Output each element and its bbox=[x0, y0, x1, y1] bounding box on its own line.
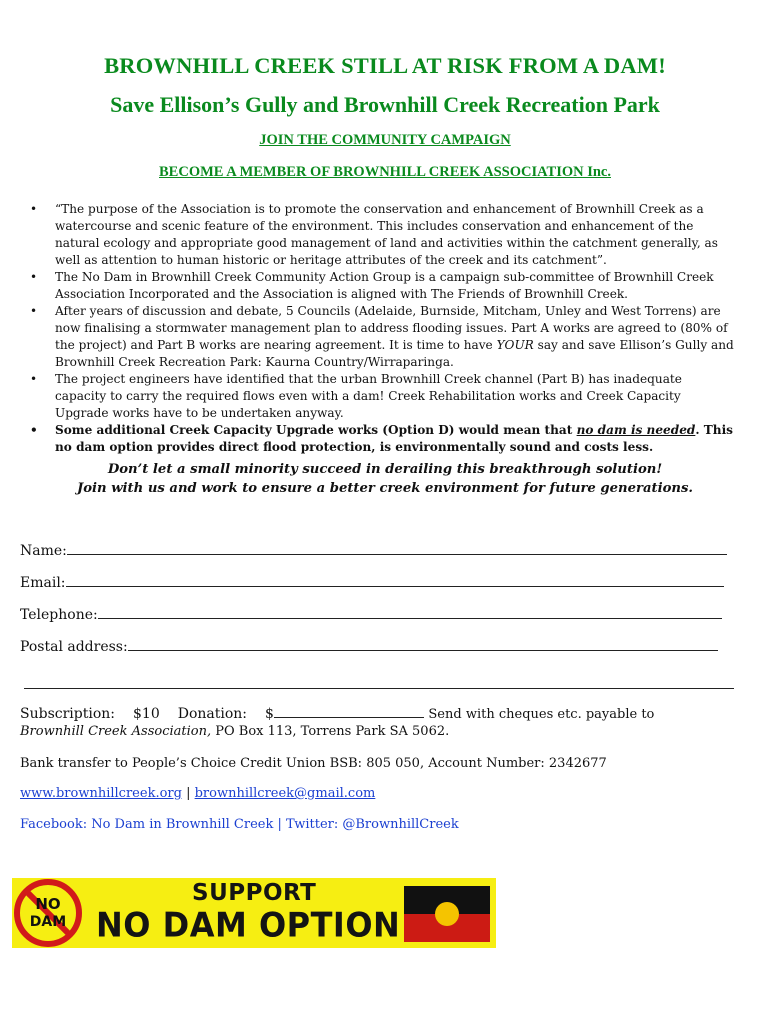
postal-address-label: Postal address: bbox=[20, 639, 128, 655]
slogan-line-1: Don’t let a small minority succeed in derailing this breakthrough solution! bbox=[107, 462, 663, 477]
bullet-item-councils bbox=[30, 303, 734, 371]
bullet-emphasis: YOUR bbox=[496, 338, 534, 352]
info-bullet-list bbox=[30, 201, 734, 456]
email-field[interactable] bbox=[20, 572, 724, 591]
name-field[interactable] bbox=[20, 540, 727, 559]
badge-text-dam: DAM bbox=[29, 914, 67, 930]
website-link[interactable]: www.brownhillcreek.org bbox=[20, 786, 182, 801]
postal-payee bbox=[20, 724, 449, 739]
badge-text-no: NO bbox=[35, 895, 61, 913]
bullet-text: . This no dam option provides direct flood protection, is environmentally sound and costs less. bbox=[55, 423, 733, 454]
postal-address-extra-line[interactable] bbox=[24, 674, 734, 689]
email-input-line[interactable] bbox=[66, 572, 724, 587]
bullet-icon: • bbox=[30, 372, 38, 386]
name-label: Name: bbox=[20, 543, 67, 559]
payee-name: Brownhill Creek Association, bbox=[20, 724, 212, 739]
bullet-text: The No Dam in Brownhill Creek Community Action Group is a campaign sub-committee of Brownhill Creek Association Incorporated and the Association is aligned with The Friends of Brownhill Creek. bbox=[55, 270, 714, 301]
telephone-input-line[interactable] bbox=[98, 604, 722, 619]
bullet-item-engineers bbox=[30, 371, 734, 422]
send-text: Send with cheques etc. payable to bbox=[428, 707, 655, 722]
bullet-icon: • bbox=[30, 423, 38, 437]
email-label: Email: bbox=[20, 575, 66, 591]
bullet-text: After years of discussion and debate, 5 Councils (Adelaide, Burnside, Mitcham, Unley and West Torrens) are now finalising a stormwater management plan to address flooding issues. Part A works are agreed to (80% of the project) and Part B works are nearing agreement. It is time to have bbox=[55, 304, 728, 352]
bullet-icon: • bbox=[30, 270, 38, 284]
page-title: BROWNHILL CREEK STILL AT RISK FROM A DAM! bbox=[104, 53, 666, 78]
support-banner bbox=[12, 878, 496, 948]
bullet-item-purpose bbox=[30, 201, 734, 269]
contact-links bbox=[20, 786, 375, 801]
banner-option-text: NO DAM OPTION bbox=[96, 905, 401, 945]
aboriginal-flag-icon bbox=[404, 886, 490, 942]
subscription-label: Subscription: bbox=[20, 706, 115, 722]
bullet-text: Some additional Creek Capacity Upgrade works (Option D) would mean that bbox=[55, 423, 577, 437]
bullet-icon: • bbox=[30, 304, 38, 318]
link-separator: | bbox=[181, 786, 195, 801]
bullet-item-option-d bbox=[30, 422, 734, 456]
donation-input-line[interactable] bbox=[274, 704, 424, 718]
bullet-text: “The purpose of the Association is to promote the conservation and enhancement of Brownhill Creek as a watercourse and scenic feature of the environment. This includes conservation and enhancement of the natural ecology and appropriate good management of land and activities within the catchment generally, as well as attention to human historic or heritage attributes of the creek and its catchment”. bbox=[55, 202, 718, 267]
membership-heading: BECOME A MEMBER OF BROWNHILL CREEK ASSOCIATION Inc. bbox=[159, 164, 611, 180]
bullet-text: say and save Ellison’s Gully and Brownhill Creek Recreation Park: Kaurna Country/Wirraparinga. bbox=[55, 338, 734, 369]
bullet-emphasis: no dam is needed bbox=[576, 423, 696, 437]
telephone-field[interactable] bbox=[20, 604, 722, 623]
postal-address-field[interactable] bbox=[20, 636, 718, 655]
banner-support-text: SUPPORT bbox=[192, 880, 317, 906]
name-input-line[interactable] bbox=[67, 540, 727, 555]
campaign-heading: JOIN THE COMMUNITY CAMPAIGN bbox=[259, 132, 511, 148]
subscription-amount: $10 bbox=[133, 706, 160, 722]
page-subtitle: Save Ellison’s Gully and Brownhill Creek Recreation Park bbox=[110, 92, 660, 117]
slogan-line-2: Join with us and work to ensure a better creek environment for future generations. bbox=[76, 481, 694, 496]
subscription-row bbox=[20, 704, 654, 722]
donation-dollar: $ bbox=[265, 706, 274, 722]
bullet-item-action-group bbox=[30, 269, 734, 303]
postal-address-input-line[interactable] bbox=[128, 636, 718, 651]
bank-details: Bank transfer to People’s Choice Credit Union BSB: 805 050, Account Number: 2342677 bbox=[20, 756, 607, 771]
bullet-icon: • bbox=[30, 202, 38, 216]
donation-label: Donation: bbox=[177, 706, 248, 722]
payee-address: PO Box 113, Torrens Park SA 5062. bbox=[211, 724, 450, 739]
email-link[interactable]: brownhillcreek@gmail.com bbox=[194, 786, 376, 801]
telephone-label: Telephone: bbox=[20, 607, 98, 623]
bullet-text: The project engineers have identified that the urban Brownhill Creek channel (Part B) has inadequate capacity to carry the required flows even with a dam! Creek Rehabilitation works and Creek Capacity Upgrade works have to be undertaken anyway. bbox=[55, 372, 682, 420]
postal-address-extra-field[interactable] bbox=[20, 674, 734, 689]
social-media-text: Facebook: No Dam in Brownhill Creek | Twitter: @BrownhillCreek bbox=[20, 817, 459, 832]
